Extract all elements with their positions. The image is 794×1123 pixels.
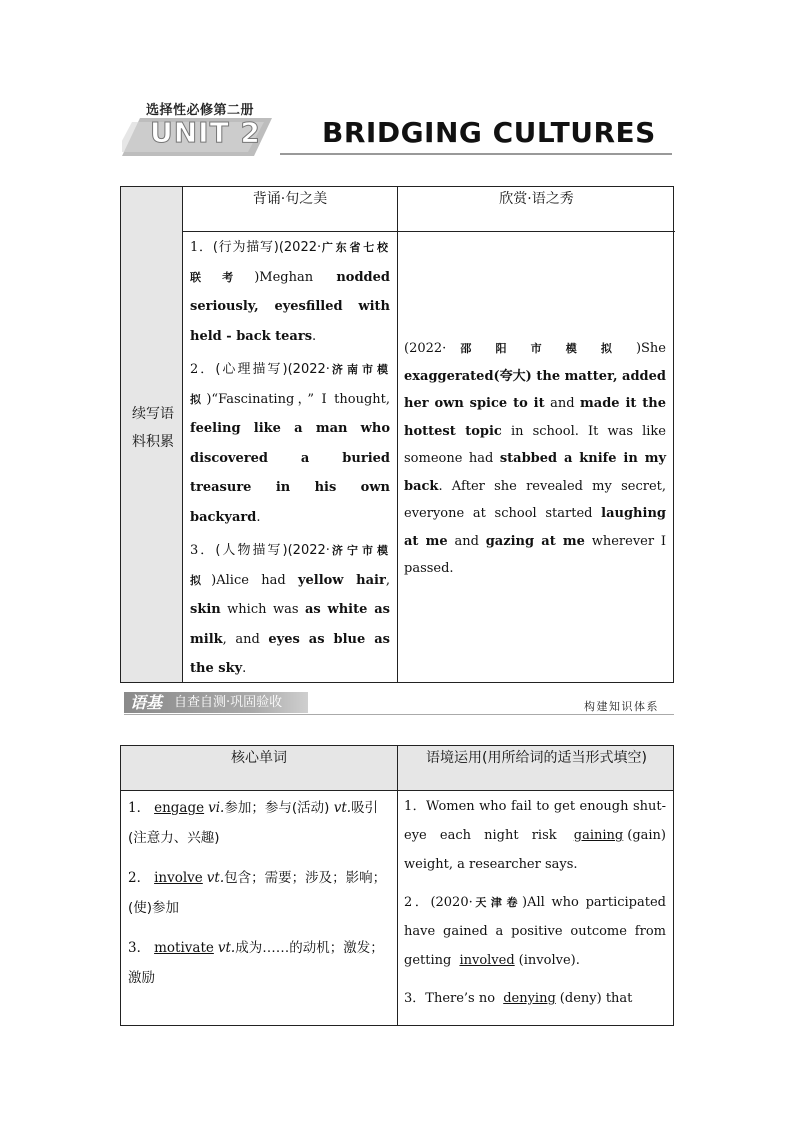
item-bold: yellow hair [297, 572, 386, 588]
col-header-core-words: 核心单词 [231, 750, 287, 766]
word-answer: engage [154, 800, 205, 816]
sentence-answer: gaining [573, 828, 624, 843]
row-label: 续写语料积累 [132, 406, 174, 450]
word-pos: vt. [206, 870, 225, 886]
col-header-context-use: 语境运用(用所给词的适当形式填空) [426, 750, 647, 766]
sentence-number: 3． [404, 991, 426, 1006]
sentence-number: 1． [404, 799, 426, 814]
passage-text: wherever I passed. [404, 533, 667, 576]
word-pos: vt. [333, 800, 352, 816]
passage-text: (2022· [404, 341, 447, 356]
item-type: (行为描写)(2022· [212, 240, 322, 255]
section-label: 自查自测·巩固验收 [174, 695, 283, 710]
word-item [128, 794, 390, 853]
item-type: (人物描写)(2022· [215, 543, 330, 558]
item-text: , and [222, 631, 269, 647]
item-close: ) [254, 269, 260, 285]
item-source: 广东省七校联考 [190, 241, 391, 284]
context-sentences [404, 792, 666, 1022]
sentence-hint: (involve) [518, 953, 576, 968]
item-number: 3． [190, 543, 216, 558]
sentence-source: 天津卷 [472, 896, 523, 909]
column-divider [397, 187, 398, 682]
sentence-text: weight, a researcher says. [404, 857, 578, 872]
core-word-list [128, 794, 390, 1004]
item-close: ) [206, 391, 212, 407]
item-bold: skin [190, 602, 221, 617]
item-text: Meghan [259, 269, 337, 285]
passage-text: . After she revealed my secret, everyone at school started [404, 478, 666, 521]
word-item [128, 934, 390, 993]
item-bold: as white as milk [190, 602, 390, 647]
item-source: 济宁市模拟 [190, 544, 390, 587]
passage-text: and [544, 396, 581, 411]
word-pos: vi. [208, 800, 225, 816]
word-item [128, 864, 390, 923]
appreciate-passage [404, 335, 666, 583]
item-source: 济南市模拟 [190, 363, 390, 406]
item-text: . [256, 509, 261, 525]
item-bold: eyes as blue as the sky [190, 631, 391, 676]
item-text: . [312, 328, 317, 344]
word-pos: vt. [217, 940, 236, 956]
item-type: (心理描写)(2022· [215, 362, 330, 377]
passage-text: in school. It was like someone had [404, 423, 666, 466]
vocabulary-table [120, 745, 674, 1026]
sentence-item [190, 355, 390, 532]
col-header-recite: 背诵·句之美 [252, 191, 328, 207]
row-label-cell [121, 187, 183, 682]
book-subtitle: 选择性必修第二册 [146, 103, 255, 118]
item-text: Alice had [216, 572, 298, 588]
word-number: 1． [128, 800, 151, 816]
item-text: “Fascinating，” I thought, [211, 391, 390, 407]
passage-bold: stabbed a knife in my back [404, 451, 666, 494]
unit-title: BRIDGING CULTURES [322, 116, 656, 149]
section-badge: 语基 [130, 693, 163, 712]
item-text: . [242, 661, 247, 676]
col-header-appreciate: 欣赏·语之秀 [499, 191, 574, 207]
sentence-hint: (gain) [627, 828, 666, 843]
writing-material-table [120, 186, 674, 683]
word-def: 包含；需要；涉及；影响；(使)参加 [128, 870, 387, 916]
item-number: 2． [190, 362, 216, 377]
passage-source: 邵阳市模拟 [446, 342, 636, 355]
column-divider [397, 746, 398, 1025]
sentence-item [190, 233, 390, 351]
word-answer: motivate [154, 940, 214, 956]
sentence-text: that [601, 991, 633, 1006]
sentence-text: Women who fail to get enough shut-eye each night risk [404, 799, 666, 843]
passage-bold: laughing at me [404, 506, 666, 549]
sentence-text: . [575, 953, 580, 968]
word-number: 2． [128, 870, 151, 886]
passage-text: )She [635, 341, 666, 356]
word-number: 3． [128, 940, 151, 956]
item-bold: nodded seriously, eyesfilled with held - back tears [190, 269, 390, 344]
recite-sentences [190, 233, 390, 688]
context-item [404, 984, 666, 1013]
sentence-answer: denying [503, 991, 556, 1006]
item-number: 1． [190, 240, 213, 255]
context-item [404, 888, 666, 975]
item-bold: feeling like a man who discovered a buried treasure in his own backyard [190, 421, 390, 525]
sentence-hint: (deny) [559, 991, 602, 1006]
word-def: 吸引(注意力、兴趣) [128, 800, 379, 846]
sentence-number: 2． [404, 895, 431, 910]
section-right-label: 构建知识体系 [584, 700, 659, 713]
item-text: which was [220, 602, 305, 617]
sentence-item [190, 536, 390, 684]
passage-bold: made it the hottest topic [404, 396, 666, 439]
item-close: ) [211, 572, 217, 588]
section-banner [124, 692, 308, 713]
passage-bold: gazing at me [485, 533, 585, 549]
header-divider [280, 153, 672, 155]
sentence-text: There’s no [425, 991, 500, 1006]
word-answer: involve [154, 870, 203, 886]
sentence-text: (2020· [430, 895, 473, 910]
passage-text: and [447, 533, 486, 549]
word-def: 参加；参与(活动) [224, 800, 334, 816]
unit-label: UNIT 2 [150, 116, 261, 149]
passage-bold: exaggerated(夸大) the matter, added her own spice to it [404, 368, 666, 411]
sentence-text: )All who participated have gained a positive outcome from getting [404, 895, 666, 968]
sentence-answer: involved [459, 953, 515, 968]
section-divider [124, 714, 674, 715]
context-item [404, 792, 666, 879]
word-def: 成为……的动机；激发；激励 [128, 940, 384, 986]
item-text: , [385, 572, 390, 588]
